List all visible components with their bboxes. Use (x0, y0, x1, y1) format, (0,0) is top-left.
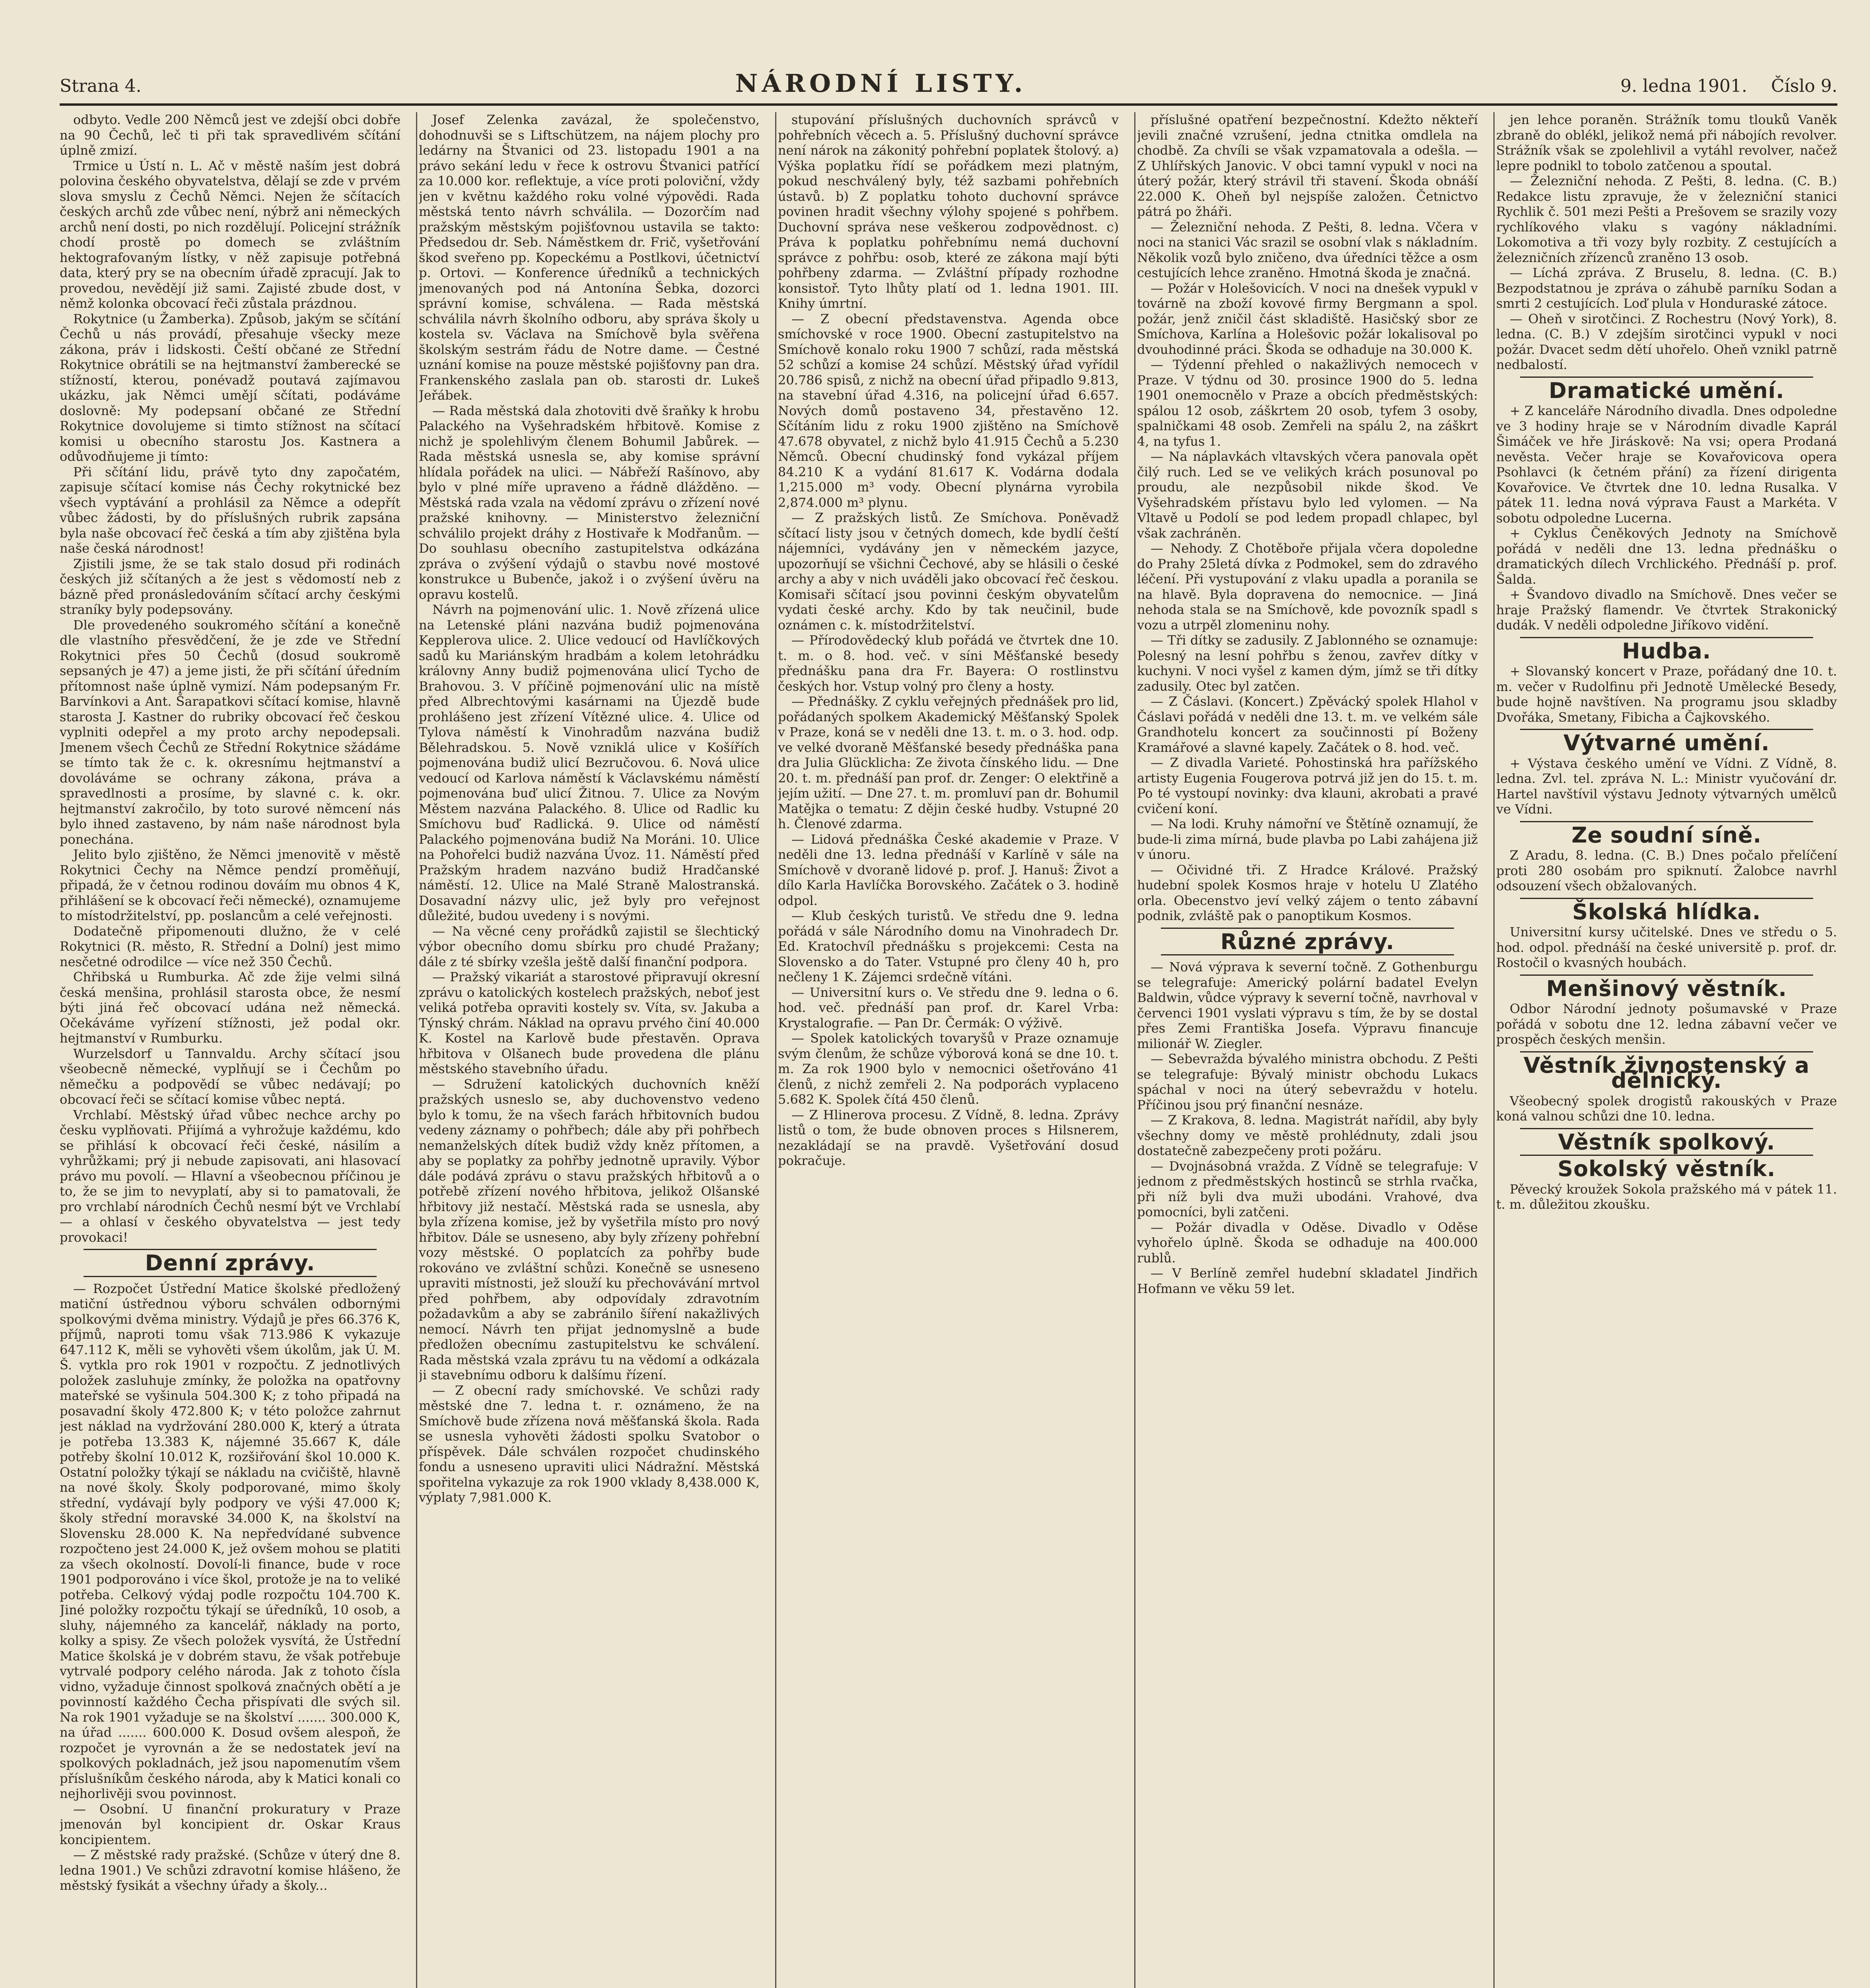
section-heading: Dramatické umění. (1549, 378, 1784, 403)
section-heading: Menšinový věstník. (1546, 976, 1787, 1001)
article-paragraph: + Švandovo divadlo na Smíchově. Dnes večer se hraje Pražský flamendr. Ve čtvrtek Strakonický dudák. V neděli odpoledne Jiříkovo vidění. (1496, 587, 1837, 633)
section-rule (1161, 954, 1454, 955)
column-3 (778, 112, 1119, 1988)
article-paragraph: — Železniční nehoda. Z Pešti, 8. ledna. Včera v noci na stanici Vác srazil se osobní vlak s nákladním. Několik vozů bylo zničeno, dva úředníci těžce a osm cestujících lehce zraněno. Hmotná škoda je značná. (1137, 219, 1478, 280)
section-heading: Ze soudní síně. (1571, 822, 1762, 848)
date-issue (1620, 76, 1837, 103)
section-rule (1520, 637, 1813, 638)
article-paragraph: Zjistili jsme, že se tak stalo dosud při rodinách českých již sčítaných a že jest s vědomostí neb z bázně před pronásledováním sčítací archy českými straníky byly podepsovány. (60, 556, 400, 617)
section-heading: Věstník spolkový. (1558, 1129, 1775, 1155)
article-paragraph: — Na věcné ceny prořádků zajistil se šlechtický výbor obecního domu sbírku pro chudé Pražany; dále z té sbírky vzešla ještě další finanční podpora. (419, 923, 760, 969)
article-paragraph: — Oheň v sirotčinci. Z Rochestru (Nový York), 8. ledna. (C. B.) V zdejším sirotčinci vypukl v noci požár. Dvacet sedm dětí uhořelo. Oheň vznikl patrně nedbalostí. (1496, 311, 1837, 372)
article-paragraph: — Z Krakova, 8. ledna. Magistrát nařídil, aby byly všechny domy ve městě prohlédnuty, zdali jsou dostatečně zabezpečeny proti požáru. (1137, 1112, 1478, 1158)
article-paragraph: Jelito bylo zjištěno, že Němci jmenovitě v městě Rokytnici Čechy na Němce pendzí proměňují, připadá, že v četnou rodinou dováím mu obnos 4 K, přihlášení se k obcovací řeči německé), oznamujeme to místodržitelství, pp. poslancům a celé veřejnosti. (60, 847, 400, 923)
article-paragraph: — Očividné tři. Z Hradce Králové. Pražský hudební spolek Kosmos hraje v hotelu U Zlatého orla. Obecenstvo jeví velký zájem o tento zábavní podnik, zvláště pak o panoptikum Kosmos. (1137, 862, 1478, 923)
article-paragraph: — Na lodi. Kruhy námořní ve Štětíně oznamují, že bude-li zima mírná, bude plavba po Labi zahájena již v únoru. (1137, 816, 1478, 862)
column-rule (1493, 112, 1495, 1988)
article-paragraph: + Výstava českého umění ve Vídni. Z Vídně, 8. ledna. Zvl. tel. zpráva N. L.: Ministr vyučování dr. Hartel navštívil výstavu Jednoty výtvarných umělců ve Vídni. (1496, 755, 1837, 817)
column-4 (1137, 112, 1478, 1988)
article-paragraph: — Týdenní přehled o nakažlivých nemocech v Praze. V týdnu od 30. prosince 1900 do 5. ledna 1901 onemocnělo v Praze a obcích předměstských: spálou 12 osob, záškrtem 20 osob, tyfem 3 osoby, spalničkami 48 osob. Zemřeli na spálu 2, na záškrt 4, na tyfus 1. (1137, 357, 1478, 449)
masthead-title: NÁRODNÍ LISTY. (735, 69, 1027, 98)
column-rule (1134, 112, 1135, 1988)
article-paragraph: Návrh na pojmenování ulic. 1. Nově zřízená ulice na Letenské pláni nazvána budiž pojmenována Kepplerova ulice. 2. Ulice vedoucí od Havlíčkových sadů ku Mariánským hradbám a kolem letohrádku královny Anny budiž pojmenována ulicí Tycho de Brahovou. 3. V příčině pojmenování ulic na místě před Albrechtovými kasárnami na Újezdě bude prohlášeno jest zřízení Vítězné ulice. 4. Ulice od Tylova náměstí k Vinohradům nazvána budiž Bělehradskou. 5. Nově vzniklá ulice v Košířích pojmenována budiž ulicí Bezručovou. 6. Nová ulice vedoucí od Karlova náměstí k Václavskému náměstí pojmenována buď ulicí Žitnou. 7. Ulice za Novým Městem nazvána Palackého. 8. Ulice od Radlic ku Smíchovu buď Radlická. 9. Ulice od náměstí Palackého pojmenována budiž Na Moráni. 10. Ulice na Pohořelci budiž nazvána Úvoz. 11. Náměstí před Pražským hradem nazváno budiž Hradčanské náměstí. 12. Ulice na Malé Straně Malostranská. Dosavadní názvy ulic, jež byly pro veřejnost důležité, budou uvedeny i s novými. (419, 602, 760, 923)
article-paragraph: — Klub českých turistů. Ve středu dne 9. ledna pořádá v sále Národního domu na Vinohradech Dr. Ed. Kratochvíl přednášku s projekcemi: Cesta na Slovensko a do Tater. Vstupné pro členy 40 h, pro nečleny 1 K. Zájemci srdečně vítáni. (778, 908, 1119, 984)
article-paragraph: Z Aradu, 8. ledna. (C. B.) Dnes počalo přelíčení proti 280 osobám pro spiknutí. Žalobce navrhl odsouzení všech obžalovaných. (1496, 848, 1837, 893)
section-rule (1520, 1128, 1813, 1129)
article-paragraph: — Z divadla Varieté. Pohostinská hra pařížského artisty Eugenia Fougerova potrvá již jen do 15. t. m. Po té vystoupí novinky: dva klauni, akrobati a pravé cvičení koní. (1137, 755, 1478, 816)
article-paragraph: — Rada městská dala zhotoviti dvě šraňky k hrobu Palackého na Vyšehradském hřbitově. Komise z nichž je spolehlivým členem Bohumil Jabůrek. — Rada městská usnesla se, aby komise správní hlídala pořádek na ulici. — Nábřeží Rašínovo, aby bylo v plné míře upraveno a řádně dlážděno. — Městská rada vzala na vědomí zprávu o zřízení nové pražské knihovny. — Ministerstvo železniční schválilo projekt dráhy z Hostivaře k Modřanům. — Do souhlasu obecního zastupitelstva odkázána zpráva o zvýšení výdajů o stavbu nové mostové konstrukce u Bubenče, jakož i o zvýšení úvěru na opravu kostelů. (419, 403, 760, 602)
article-paragraph: — Požár v Holešovicích. V noci na dnešek vypukl v továrně na zboží kovové firmy Bergmann a spol. požár, jenž zničil část skladiště. Hasičský sbor ze Smíchova, Karlína a Holešovic požár lokalisoval po dvouhodinné práci. Škoda se odhaduje na 30.000 K. (1137, 280, 1478, 357)
article-paragraph: Při sčítání lidu, právě tyto dny započatém, zapisuje sčítací komise nás Čechy rokytnické bez všech vyptávání a prohlásil za Němce a odepřít vůbec žádosti, by do příslušných rubrik zapsána byla naše obcovací řeč česká a tím aby zjištěna byla naše česká národnost! (60, 464, 400, 556)
article-paragraph: Pěvecký kroužek Sokola pražského má v pátek 11. t. m. důležitou zkoušku. (1496, 1181, 1837, 1212)
article-paragraph: — Sebevražda bývalého ministra obchodu. Z Pešti se telegrafuje: Bývalý ministr obchodu Lukacs spáchal v noci na úterý sebevraždu v hotelu. Příčinou jsou prý finanční nesnáze. (1137, 1051, 1478, 1112)
article-paragraph: — Z pražských listů. Ze Smíchova. Poněvadž sčítací listy jsou v četných domech, kde bydlí čeští nájemníci, vydávány jen v německém jazyce, upozorňují se všichni Čechové, aby se hlásili o české archy a aby v nich uváděli jako obcovací řeč českou. Komisaři sčítací jsou povinni českým obyvatelům vydati české archy. Kdo by tak neučinil, bude oznámen c. k. místodržitelství. (778, 510, 1119, 633)
section-rule (1520, 1155, 1813, 1156)
column-5 (1496, 112, 1837, 1988)
issue-number: Číslo 9. (1771, 76, 1837, 96)
article-paragraph: — Tři dítky se zadusily. Z Jablonného se oznamuje: Polesný na lesní pohřbu s ženou, zavřev dítky v kuchyni. V noci vyšel z kamen dým, jímž se tři dítky zadusily. Otec byl zatčen. (1137, 633, 1478, 694)
article-paragraph: Universitní kursy učitelské. Dnes ve středu o 5. hod. odpol. přednáší na české universitě p. prof. dr. Rostočil o kvasných houbách. (1496, 924, 1837, 970)
article-paragraph: Wurzelsdorf u Tannvaldu. Archy sčítací jsou všeobecně německé, vyplňují se i Čechům po němečku a podpovědí se vůbec nedávají; po obcovací řeči se sčítací komise vůbec neptá. (60, 1046, 400, 1107)
article-paragraph: — Rozpočet Ústřední Matice školské předložený matiční ústřednou výboru schválen odbornými spolkovými dvěma ministry. Výdajů je přes 66.376 K, příjmů, naproti tomu však 713.986 K vykazuje 647.112 K, měli se vyhověti všem úkolům, jak Ú. M. Š. vytkla pro rok 1901 v rozpočtu. Z jednotlivých položek zasluhuje zmínky, že položka na opatřovny mateřské se vyšinula 504.300 K; z toho připadá na posavadní školy 472.800 K; v této položce zahrnut jest náklad na vydržování 280.000 K, který a útrata je potřeba 13.383 K, nájemné 35.667 K, dále potřeby školní 10.012 K, rozšiřování škol 10.000 K. Ostatní položky týkají se nákladu na cvičiště, hlavně na nové školy. Školy podporované, mimo školy střední, vydávají byly podpory ve výši 47.000 K; školy střední moravské 34.000 K, na školství na Slovensku 28.000 K. Na nepředvídané subvence rozpočteno jest 24.000 K, jež ovšem mohou se platiti za všech okolností. Dovolí-li finance, bude v roce 1901 podporováno i více škol, protože je na to veliké potřeba. Celkový výdaj podle rozpočtu 104.700 K. Jiné položky rozpočtu týkají se úředníků, 10 osob, a sluhy, nájemného za kancelář, náklady na porto, kolky a spisy. Ze všech položek vysvítá, že Ústřední Matice školská je v dobrém stavu, že však potřebuje vytrvalé podpory celého národa. Jak z tohoto čísla vidno, vyžaduje činnost spolková značných obětí a je povinností každého Čecha přispívati dle svých sil. Na rok 1901 vyžaduje se na školství ....... 300.000 K, na úřad ....... 600.000 K. Dosud ovšem alespoň, že rozpočet je vyrovnán a že se nedostatek jeví na spolkových pokladnách, jež jsou napomenutím všem příslušníkům českého národa, aby k Matici konali co nejhorlivěji svou povinnost. (60, 1281, 400, 1801)
article-paragraph: — V Berlíně zemřel hudební skladatel Jindřich Hofmann ve věku 59 let. (1137, 1266, 1478, 1296)
article-paragraph: — Z obecní rady smíchovské. Ve schůzi rady městské dne 7. ledna t. r. oznámeno, že na Smíchově bude zřízena nová měšťanská škola. Rada se usnesla vyhověti žádosti spolku Svatobor o příspěvek. Dále schválen rozpočet chudinského fondu a usneseno upraviti ulici Nádražní. Městská spořitelna vykazuje za rok 1900 vklady 8,438.000 K, výplaty 7,981.000 K. (419, 1382, 760, 1505)
article-paragraph: — Spolek katolických tovaryšů v Praze oznamuje svým členům, že schůze výborová koná se dne 10. t. m. Za rok 1900 bylo v nemocnici ošetřováno 41 členů, z nichž zemřeli 2. Na podporách vyplaceno 5.682 K. Spolek čítá 450 členů. (778, 1031, 1119, 1107)
section-rule (1520, 975, 1813, 976)
section-rule (1520, 821, 1813, 822)
article-paragraph: odbyto. Vedle 200 Němců jest ve zdejší obci dobře na 90 Čechů, leč ti při tak spravedlivém sčítání úplně zmizí. (60, 112, 400, 158)
article-paragraph: jen lehce poraněn. Strážník tomu tlouků Vaněk zbraně do oblékl, jelikož nemá při nábojích revolver. Strážník však se zpolehlivil a vytáhl revolver, načež lepre podnikl to tobolo zatčenou a spoutal. (1496, 112, 1837, 173)
section-rule (1520, 377, 1813, 378)
article-paragraph: — Sdružení katolických duchovních kněží pražských usneslo se, aby duchovenstvo vedeno bylo k tomu, že na všech farách hřbitovních budou vedeny záznamy o pohřbech; dále aby při pohřbech nemanželských dítek budiž vždy kněz přítomen, a aby se poplatky za pohřby jednotně upravily. Výbor dále podává zprávu o stavu pražských hřbitovů a o potřebě zřízení nového hřbitova, jelikož Olšanské hřbitovy již nestačí. Městská rada se usnesla, aby byla zřízena komise, jež by vyšetřila místo pro nový hřbitov. Dále se usneseno, aby byly zřízeny pohřební vozy městské. O poplatcích za pohřby bude rokováno ve zvláštní schůzi. Konečně se usneseno upraviti místnosti, jež slouží ku přechovávání mrtvol před pohřbem, aby odpovídaly zdravotním požadavkům a aby se zabránilo šíření nakažlivých nemocí. Návrh ten přijat jednomyslně a bude předložen obecnímu zastupitelstvu ke schválení. Rada městská vzala zprávu tu na vědomí a odkázala ji stavebnímu odboru k dalšímu řízení. (419, 1076, 760, 1382)
section-heading: Věstník živnostenský a dělnický. (1523, 1052, 1810, 1093)
article-paragraph: — Z Čáslavi. (Koncert.) Zpěvácký spolek Hlahol v Čáslavi pořádá v neděli dne 13. t. m. ve velkém sále Grandhotelu koncert za součinnosti pí Boženy Kramářové a slavné kapely. Začátek o 8. hod. več. (1137, 694, 1478, 755)
article-paragraph: — Na náplavkách vltavských včera panovala opět čilý ruch. Led se ve velikých krách posunoval po proudu, ale nezpůsobil nikde škod. Ve Vyšehradském přístavu bylo led vylomen. — Na Vltavě u Podolí se pod ledem propadl chlapec, byl však zachráněn. (1137, 449, 1478, 541)
page-number: Strana 4. (60, 76, 142, 96)
issue-date: 9. ledna 1901. (1620, 76, 1748, 96)
column-1 (60, 112, 400, 1988)
column-rule (775, 112, 776, 1988)
page-header (60, 60, 1837, 106)
article-paragraph: — Líchá zpráva. Z Bruselu, 8. ledna. (C. B.) Bezpodstatnou je zpráva o záhubě parníku Sodan a smrti 2 cestujících. Loď plula v Honduraské zátoce. (1496, 265, 1837, 311)
article-paragraph: — Železniční nehoda. Z Pešti, 8. ledna. (C. B.) Redakce listu zpravuje, že v železniční stanici Rychlik č. 501 mezi Pešti a Prešovem se srazily vozy rychlíkového vlaku s vagóny nákladními. Lokomotiva a tři vozy byly rozbity. Z cestujících a železničních zřízenců zraněno 13 osob. (1496, 173, 1837, 265)
article-paragraph: — Z Hlinerova procesu. Z Vídně, 8. ledna. Zprávy listů o tom, že bude obnoven proces s Hilsnerem, nezakládají se na pravdě. Vyšetřování dosud pokračuje. (778, 1107, 1119, 1168)
article-paragraph: — Přednášky. Z cyklu veřejných přednášek pro lid, pořádaných spolkem Akademický Měšťanský Spolek v Praze, koná se v neděli dne 13. t. m. o 3. hod. odp. ve velké dvoraně Měšťanské besedy přednáška pana dra Julia Glücklicha: Ze života čínského lidu. — Dne 20. t. m. přednáší pan prof. dr. Zenger: O elektřině a jejím užití. — Dne 27. t. m. promluví pan dr. Bohumil Matějka o tematu: Z dějin české hudby. Vstupné 20 h. Členové zdarma. (778, 694, 1119, 831)
article-paragraph: + Slovanský koncert v Praze, pořádaný dne 10. t. m. večer v Rudolfinu při Jednotě Umělecké Besedy, bude hojně navštíven. Na programu jsou skladby Dvořáka, Smetany, Fibicha a Čajkovského. (1496, 664, 1837, 725)
article-paragraph: — Pražský vikariát a starostové připravují okresní zprávu o katolických kostelech pražských, neboť jest veliká potřeba opraviti kostely sv. Víta, sv. Jakuba a Týnský chrám. Náklad na opravu prvého činí 40.000 K. Kostel na Karlově bude přestavěn. Oprava hřbitova v Olšanech bude provedena dle plánu městského stavebního úřadu. (419, 969, 760, 1076)
article-paragraph: — Požár divadla v Oděse. Divadlo v Oděse vyhořelo úplně. Škoda se odhaduje na 400.000 rublů. (1137, 1219, 1478, 1266)
article-paragraph: Dodatečně připomenouti dlužno, že v celé Rokytnici (R. město, R. Střední a Dolní) jest mimo nesčetné odrodilce — více než 350 Čechů. (60, 923, 400, 969)
article-paragraph: — Osobní. U finanční prokuratury v Praze jmenován byl koncipient dr. Oskar Kraus koncipientem. (60, 1801, 400, 1847)
article-paragraph: + Z kanceláře Národního divadla. Dnes odpoledne ve 3 hodiny hraje se v Národním divadle Kaprál Šimáček ve hře Jiráskově: Na vsi; opera Prodaná nevěsta. Večer hraje se Kovařovicova opera Psohlavci (k četném přání) za řízení dirigenta Kovařovice. Ve čtvrtek dne 10. ledna Rusalka. V pátek 11. ledna nová výprava Faust a Markéta. V sobotu odpoledne Lucerna. (1496, 403, 1837, 526)
section-rule (1520, 1051, 1813, 1052)
article-paragraph: Rokytnice (u Žamberka). Způsob, jakým se sčítání Čechů u nás provádí, přesahuje všecky meze zákona, práv i lidskosti. Čeští občané ze Střední Rokytnice obrátili se na hejtmanství žamberecké se stížností, kterou, ponévadž poutavá zajímavou ukázku, jak Němci umějí sčítati, podáváme doslovně: My podepsaní občané ze Střední Rokytnice dovolujeme si timto stížnost na sčítací komisi u obecního starostu Jos. Kastnera a odůvodňujeme ji tímto: (60, 311, 400, 464)
section-heading: Různé zprávy. (1220, 929, 1395, 954)
column-rule (416, 112, 417, 1988)
article-paragraph: Všeobecný spolek drogistů rakouských v Praze koná valnou schůzi dne 10. ledna. (1496, 1093, 1837, 1124)
article-paragraph: příslušné opatření bezpečnostní. Kdežto někteří jevili značné vzrušení, jedna ctnitka omdlela na chodbě. Za chvíli se však vzpamatovala a odešla. — Z Uhlířských Janovic. V obci tamní vypukl v noci na úterý požár, který strávil tři stavení. Škoda obnáší 22.000 K. Oheň byl nejspíše založen. Četnictvo pátrá po žháři. (1137, 112, 1478, 219)
section-rule (1520, 729, 1813, 730)
article-paragraph: — Dvojnásobná vražda. Z Vídně se telegrafuje: V jednom z předměstských hostinců se strhla rvačka, při níž byli dva muži ubodáni. Vrahové, dva pomocníci, byli zatčeni. (1137, 1158, 1478, 1219)
article-paragraph: Vrchlabí. Městský úřad vůbec nechce archy po česku vyplňovati. Přijímá a vyhrožuje každému, kdo se přihlásí k obcovací řeči české, násilím a vyhrůžkami; prý ji nebude zapisovati, ani hlasovací právo mu povolí. — Hlavní a všeobecnou příčinou je to, že se jim to nevyplatí, aby si to pamatovali, že pro vrchlabí národních Čechů nesmí být ve Vrchlabí — a ohlasí v českého obyvatelstva — jest tedy provokaci! (60, 1107, 400, 1245)
article-paragraph: + Cyklus Čeněkových Jednoty na Smíchově pořádá v neděli dne 13. ledna přednášku o dramatických dílech Vrchlického. Přednáší p. prof. Šalda. (1496, 526, 1837, 587)
section-heading: Školská hlídka. (1572, 899, 1761, 924)
section-rule (84, 1276, 377, 1277)
section-heading: Sokolský věstník. (1557, 1156, 1776, 1181)
article-paragraph: — Z obecní představenstva. Agenda obce smíchovské v roce 1900. Obecní zastupitelstvo na Smíchově konalo roku 1900 7 schůzí, rada městská 52 schůzí a komise 24 schůzí. Městský úřad vyřídil 20.786 spisů, z nichž na obecní úřad připadlo 9.813, na stavební úřad 4.316, na policejní úřad 6.657. Nových domů postaveno 34, přestavěno 12. Sčítáním lidu z roku 1900 zjištěno na Smíchově 47.678 obyvatel, z nichž bylo 41.915 Čechů a 5.230 Němců. Obecní chudinský fond vykázal příjem 84.210 K a vydání 81.617 K. Vodárna dodala 1,215.000 m³ vody. Obecní plynárna vyrobila 2,874.000 m³ plynu. (778, 311, 1119, 510)
section-heading: Hudba. (1622, 638, 1711, 664)
article-paragraph: — Přírodovědecký klub pořádá ve čtvrtek dne 10. t. m. o 8. hod. več. v síni Měšťanské besedy přednášku pana dra Fr. Bayera: O rostlinstvu českých hor. Vstup volný pro členy a hosty. (778, 633, 1119, 694)
column-2 (419, 112, 760, 1988)
article-paragraph: — Nehody. Z Chotěboře přijala včera dopoledne do Prahy 25letá dívka z Podmokel, sem do zdravého léčení. Při vystupování z vlaku upadla a poranila se na hlavě. Byla dopravena do nemocnice. — Jiná nehoda stala se na Smíchově, kde povozník spadl s vozu a utrpěl zlomeninu nohy. (1137, 541, 1478, 633)
article-paragraph: Odbor Národní jednoty pošumavské v Praze pořádá v sobotu dne 12. ledna zábavní večer ve prospěch českých menšin. (1496, 1001, 1837, 1047)
section-rule (84, 1249, 377, 1250)
section-rule (1161, 928, 1454, 929)
article-paragraph: — Z městské rady pražské. (Schůze v úterý dne 8. ledna 1901.) Ve schůzi zdravotní komise hlášeno, že městský fysikát a všechny úřady a školy... (60, 1847, 400, 1893)
article-paragraph: Trmice u Ústí n. L. Ač v městě naším jest dobrá polovina českého obyvatelstva, dělají se zde v prvém slova smyslu z Čechů Němci. Nejen že sčítacích českých archů zde vůbec není, nýbrž ani německých archů není dosti, po nich rozdělují. Policejní strážník chodí prostě po domech se zvláštním hektografovaným lístky, v něž zapisuje potřebná data, který pry se na obecním úřadě zpracují. Jak to provedou, nevědějí již sami. Zajisté zbude dost, v němž kolonka obcovací řeči zůstala prázdnou. (60, 158, 400, 311)
article-paragraph: Josef Zelenka zavázal, že společenstvo, dohodnuvši se s Liftschützem, na nájem plochy pro ledárny na Štvanici od 23. listopadu 1901 a na právo sekání ledu v řece k ostrovu Štvanici patřící za 10.000 kor. reflektuje, a více proti poloviční, vždy jen v květnu každého roku volné výpovědi. Rada městská tento návrh schválila. — Dozorčím nad pražským městským pojišťovnou ustavila se takto: Předsedou dr. Seb. Náměstkem dr. Frič, vyšetřování škod sveřeno pp. Kopeckému a Postlkovi, účetnictví p. Ortovi. — Konference úředníků a technických jmenovaných pod ná Antonína Šebka, dozorci správní komise, schválena. — Rada městská schválila návrh školního odboru, aby správa školy u kostela sv. Václava na Smíchově byla svěřena školským sestrám řádu de Notre dame. — Čestné uznání komise na pouze městské pojišťovny pan dra. Frankenského zaslala pan ob. starosti dr. Lukeš Jeřábek. (419, 112, 760, 403)
section-heading: Denní zprávy. (145, 1250, 315, 1276)
article-paragraph: Chřibská u Rumburka. Ač zde žije velmi silná česká menšina, prohlásil starosta obce, že nesmí býti jiná řeč obcovací udána než německá. Očekáváme vyřízení stížnosti, jež podal okr. hejtmanství v Rumburku. (60, 969, 400, 1046)
article-paragraph: stupování příslušných duchovních správců v pohřebních věcech a. 5. Příslušný duchovní správce není nárok na zákonitý pohřební poplatek štolový. a) Výška poplatku řídí se pořádkem mezi platným, pokud neschválený byly, též sazbami pohřebních ústavů. b) Z poplatku tohoto duchovní správce povinen hradit všechny výlohy spojené s pohřbem. Duchovní správa nese veškerou zodpovědnost. c) Práva k poplatku pohřebnímu nemá duchovní správce z pohřbu: osob, které ze zákona mají býti pohřbeny zdarma. — Zvláštní případy rozhodne konsistoř. Tyto lhůty platí od 1. ledna 1901. III. Knihy úmrtní. (778, 112, 1119, 311)
article-paragraph: — Lidová přednáška České akademie v Praze. V neděli dne 13. ledna přednáší v Karlíně v sále na Smíchově v dvoraně lidové p. prof. J. Hanuš: Život a dílo Karla Havlíčka Borovského. Začátek o 3. hodině odpol. (778, 831, 1119, 908)
section-heading: Výtvarné umění. (1563, 730, 1770, 755)
article-paragraph: Dle provedeného soukromého sčítání a konečně dle vlastního přesvědčení, že je zde ve Střední Rokytnici přes 50 Čechů (dosud soukromě sepsaných je 47) a jeme jisti, že při sčítání úředním přítomnost naše úplně vymizí. Nám podepsaným Fr. Barvínkovi a Ant. Šarapatkovi sčítací komise, hlavně starosta J. Kastner do rubriky obcovací řeč českou vyplniti odepřel a my proto archy nepodepsali. Jmenem všech Čechů ze Střední Rokytnice sžádáme se tímto tak že c. k. okresnímu hejtmanství a dovoláváme se ochrany zákona, práva a spravedlnosti a prosíme, by slavné c. k. okr. hejtmanství zakročilo, by toto surové němcení nás bylo ihned zastaveno, by nám naše národnost byla ponechána. (60, 617, 400, 847)
article-paragraph: — Nová výprava k severní točně. Z Gothenburgu se telegrafuje: Americký polární badatel Evelyn Baldwin, vůdce výpravy k severní točně, navrhoval v červenci 1901 vyslati výpravu s tím, že by se dostal přes Zemi Františka Josefa. Výpravu financuje milionář W. Ziegler. (1137, 959, 1478, 1051)
section-rule (1520, 898, 1813, 899)
article-paragraph: — Universitní kurs o. Ve středu dne 9. ledna o 6. hod. več. přednáší pan prof. dr. Karel Vrba: Krystalografie. — Pan Dr. Čermák: O výživě. (778, 984, 1119, 1031)
